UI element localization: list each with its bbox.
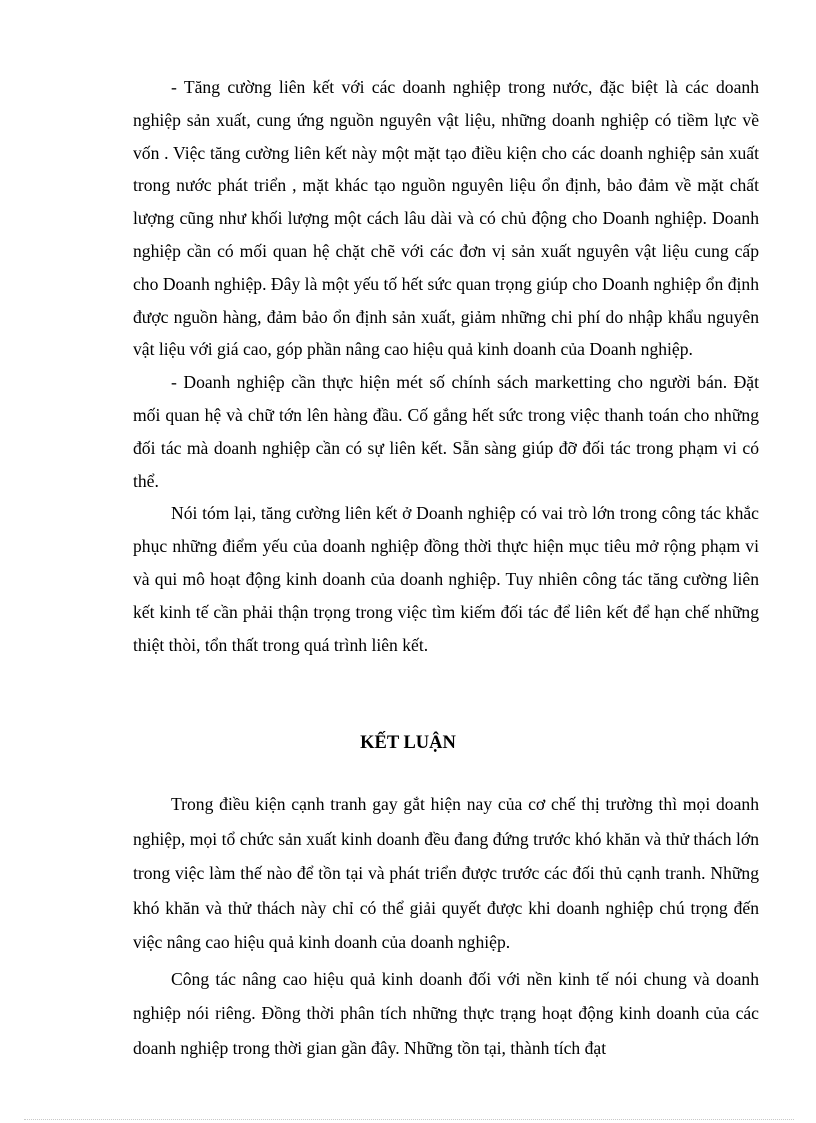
body-section-2: [133, 787, 759, 1065]
paragraph-domestic-linkage: - Tăng cường liên kết với các doanh nghiệp trong nước, đặc biệt là các doanh nghiệp sản xuất, cung ứng nguồn nguyên vật liệu, những doanh nghiệp có tiềm lực về vốn . Việc tăng cường liên kết này một mặt tạo điều kiện cho các doanh nghiệp sản xuất trong nước phát triển , mặt khác tạo nguồn nguyên liệu ổn định, bảo đảm về mặt chất lượng cũng như khối lượng một cách lâu dài và có chủ động cho Doanh nghiệp. Doanh nghiệp cần có mối quan hệ chặt chẽ với các đơn vị sản xuất nguyên vật liệu cung cấp cho Doanh nghiệp. Đây là một yếu tố hết sức quan trọng giúp cho Doanh nghiệp ổn định được nguồn hàng, đảm bảo ổn định sản xuất, giảm những chi phí do nhập khẩu nguyên vật liệu với giá cao, góp phần nâng cao hiệu quả kinh doanh của Doanh nghiệp.: [133, 77, 759, 360]
paragraph-efficiency: Công tác nâng cao hiệu quả kinh doanh đối với nền kinh tế nói chung và doanh nghiệp nói riêng. Đồng thời phân tích những thực trạng hoạt động kinh doanh của các doanh nghiệp trong thời gian gần đây. Những tồn tại, thành tích đạt: [133, 968, 759, 1058]
conclusion-heading: KẾT LUẬN: [360, 733, 456, 753]
paragraph-summary: Nói tóm lại, tăng cường liên kết ở Doanh nghiệp có vai trò lớn trong công tác khắc phục những điểm yếu của doanh nghiệp đồng thời thực hiện mục tiêu mở rộng phạm vi và qui mô hoạt động kinh doanh của doanh nghiệp. Tuy nhiên công tác tăng cường liên kết kinh tế cần phải thận trọng trong việc tìm kiếm đối tác để liên kết để hạn chế những thiệt thòi, tổn thất trong quá trình liên kết.: [133, 503, 759, 655]
body-section-1: [133, 71, 759, 661]
paragraph-marketing-policy: - Doanh nghiệp cần thực hiện mét số chính sách marketting cho người bán. Đặt mối quan hệ và chữ tớn lên hàng đầu. Cố gắng hết sức trong việc thanh toán cho những đối tác mà doanh nghiệp cần có sự liên kết. Sẵn sàng giúp đỡ đối tác trong phạm vi có thể.: [133, 372, 759, 491]
paragraph-competition: Trong điều kiện cạnh tranh gay gắt hiện nay của cơ chế thị trường thì mọi doanh nghiệp, mọi tổ chức sản xuất kinh doanh đều đang đứng trước khó khăn và thử thách lớn trong việc làm thế nào để tồn tại và phát triển được trước các đối thủ cạnh tranh. Những khó khăn và thử thách này chỉ có thể giải quyết được khi doanh nghiệp chú trọng đến việc nâng cao hiệu quả kinh doanh của doanh nghiệp.: [133, 794, 759, 952]
page-bottom-divider: [24, 1119, 794, 1120]
